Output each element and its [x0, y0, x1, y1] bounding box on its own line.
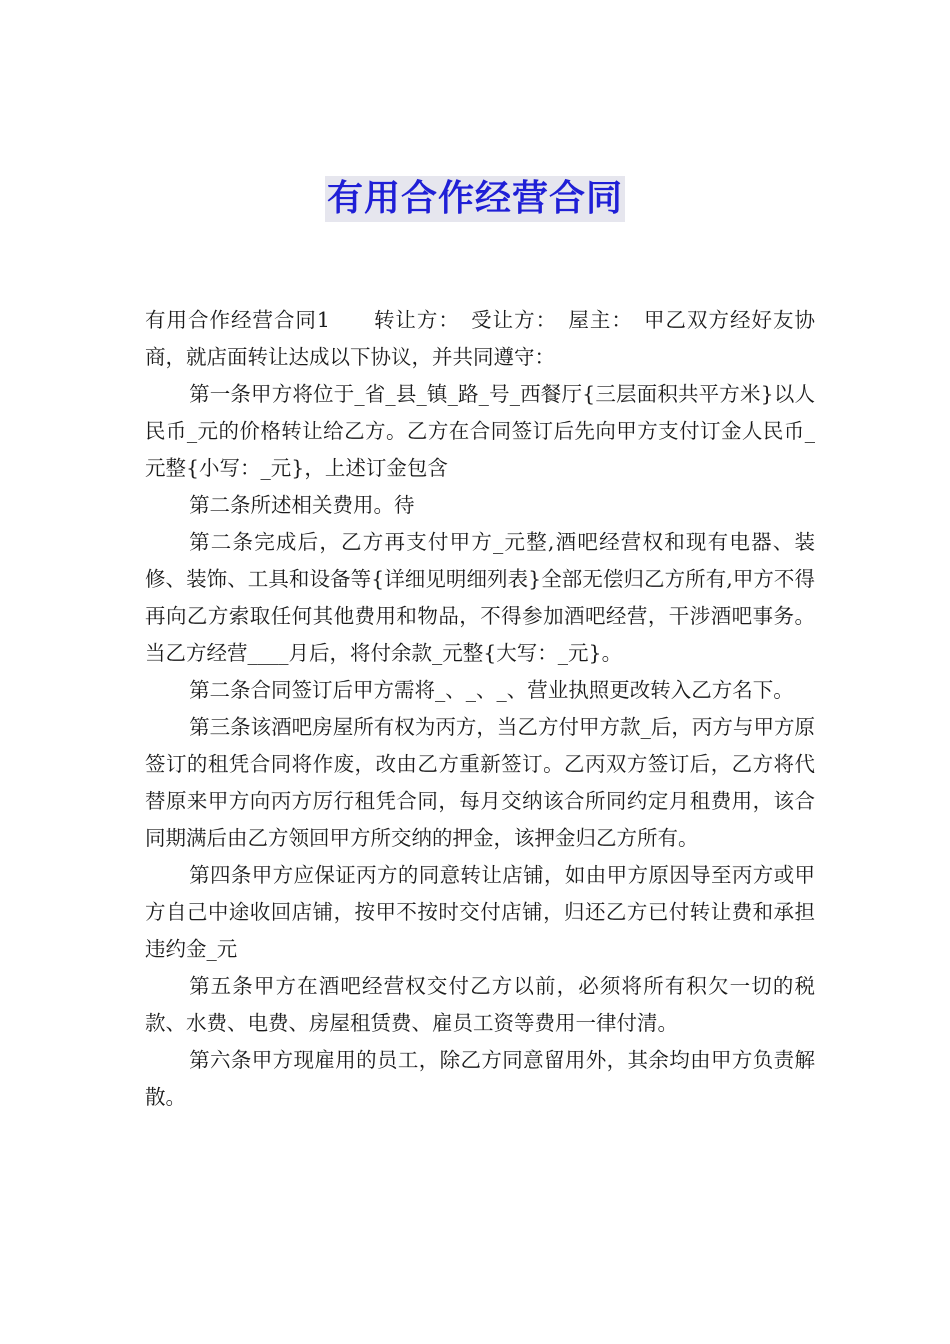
paragraph-article-1: 第一条甲方将位于_省_县_镇_路_号_西餐厅{三层面积共平方米}以人民币_元的价格转让给乙方。乙方在合同签订后先向甲方支付订金人民币_元整{小写：_元}，上述订金包含 — [145, 382, 815, 480]
paragraph-intro: 有用合作经营合同1 转让方： 受让方： 屋主： 甲乙双方经好友协商，就店面转让达成以下协议，并共同遵守： — [145, 308, 815, 369]
title-container — [0, 176, 950, 222]
paragraph-article-4: 第四条甲方应保证丙方的同意转让店铺，如由甲方原因导至丙方或甲方自己中途收回店铺，按甲不按时交付店铺，归还乙方已付转让费和承担违约金_元 — [145, 863, 815, 961]
paragraph-article-3: 第三条该酒吧房屋所有权为丙方，当乙方付甲方款_后，丙方与甲方原签订的租凭合同将作废，改由乙方重新签订。乙丙双方签订后，乙方将代替原来甲方向丙方厉行租凭合同，每月交纳该合所同约定月租费用，该合同期满后由乙方领回甲方所交纳的押金，该押金归乙方所有。 — [145, 715, 815, 850]
document-body — [145, 302, 815, 1116]
paragraph-article-5: 第五条甲方在酒吧经营权交付乙方以前，必须将所有积欠一切的税款、水费、电费、房屋租赁费、雇员工资等费用一律付清。 — [145, 974, 815, 1035]
paragraph-article-6: 第六条甲方现雇用的员工，除乙方同意留用外，其余均由甲方负责解散。 — [145, 1048, 815, 1109]
paragraph-article-2b: 第二条完成后，乙方再支付甲方_元整,酒吧经营权和现有电器、装修、装饰、工具和设备等{详细见明细列表}全部无偿归乙方所有,甲方不得再向乙方索取任何其他费用和物品，不得参加酒吧经营，干涉酒吧事务。当乙方经营____月后，将付余款_元整{大写：_元}。 — [145, 530, 815, 665]
paragraph-article-2c: 第二条合同签订后甲方需将_、_、_、营业执照更改转入乙方名下。 — [189, 678, 794, 702]
paragraph-article-2a: 第二条所述相关费用。待 — [189, 493, 415, 517]
document-title: 有用合作经营合同 — [325, 176, 625, 222]
